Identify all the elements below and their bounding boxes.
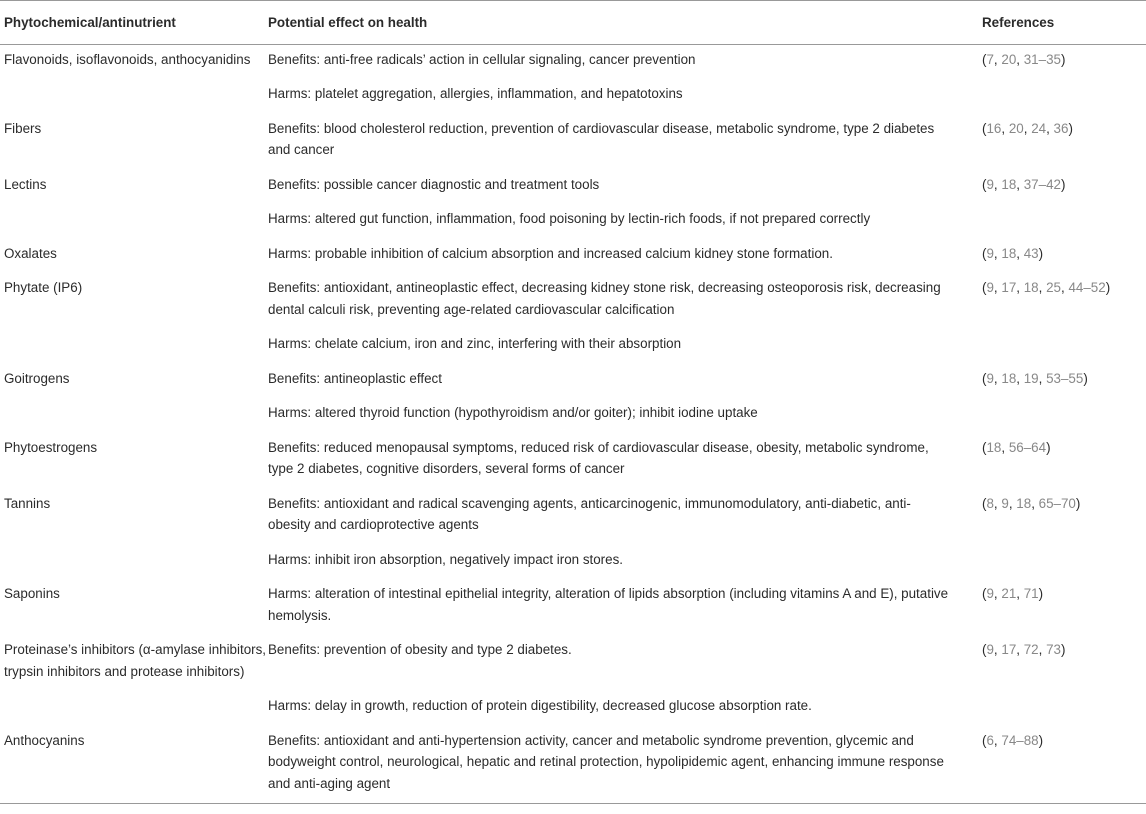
reference-link[interactable]: 19: [1023, 370, 1039, 386]
phytochemical-name: Oxalates: [4, 245, 57, 261]
reference-link[interactable]: 6: [986, 732, 994, 748]
phytochemical-name: [0, 536, 268, 571]
reference-link[interactable]: 21: [1001, 586, 1017, 601]
table-row: [0, 44, 1146, 70]
references-cell: [982, 320, 1146, 355]
reference-link[interactable]: 72: [1023, 642, 1039, 657]
health-effect: Benefits: blood cholesterol reduction, prevention of cardiovascular disease, metabolic syndrome, type 2 diabetes and cancer: [268, 120, 935, 157]
references-cell: (9, 21, 71): [982, 586, 1044, 601]
table-row: [0, 536, 1146, 571]
table-row: [0, 105, 1146, 161]
health-effect: Benefits: antioxidant and anti-hypertension activity, cancer and metabolic syndrome prevention, glycemic and bodyweight control, neurological, hepatic and retinal protection, hypolipidemic agent, enhancing immune response and anti-aging agent: [268, 717, 982, 804]
reference-link[interactable]: 25: [1046, 280, 1061, 295]
table-row: [0, 264, 1146, 320]
phytochemical-name: [0, 682, 268, 717]
reference-link[interactable]: 53–55: [1046, 370, 1084, 386]
health-effect: Benefits: antineoplastic effect: [268, 370, 442, 386]
health-effect: Benefits: reduced menopausal symptoms, reduced risk of cardiovascular disease, obesity, metabolic syndrome, type 2 diabetes, cognitive disorders, several forms of cancer: [268, 439, 929, 476]
phytochemical-name: [0, 389, 268, 424]
table-row: [0, 626, 1146, 682]
references-cell: (9, 18, 43): [982, 245, 1044, 261]
phytochemical-name: Lectins: [4, 176, 47, 192]
phytochemical-name: Phytate (IP6): [4, 280, 83, 295]
table-row: [0, 355, 1146, 390]
references-cell: (7, 20, 31–35): [982, 51, 1066, 67]
reference-link[interactable]: 20: [1001, 51, 1017, 67]
reference-link[interactable]: 31–35: [1023, 51, 1061, 67]
health-effect: Harms: delay in growth, reduction of protein digestibility, decreased glucose absorption rate.: [268, 698, 812, 713]
reference-link[interactable]: 18: [1001, 370, 1017, 386]
reference-link[interactable]: 73: [1046, 642, 1061, 657]
reference-link[interactable]: 18: [1023, 280, 1039, 295]
table-body: [0, 44, 1146, 804]
health-effect: Harms: altered thyroid function (hypothyroidism and/or goiter); inhibit iodine uptake: [268, 405, 758, 420]
reference-link[interactable]: 74–88: [1001, 732, 1039, 748]
phytochemical-name: [0, 195, 268, 230]
references-cell: [982, 195, 1146, 230]
reference-link[interactable]: 8: [986, 495, 994, 511]
table-row: [0, 480, 1146, 536]
health-effect: Harms: chelate calcium, iron and zinc, interfering with their absorption: [268, 336, 682, 351]
table-header: [0, 1, 1146, 45]
references-cell: (9, 17, 72, 73): [982, 642, 1066, 657]
reference-link[interactable]: 44–52: [1068, 280, 1106, 295]
reference-link[interactable]: 17: [1001, 280, 1017, 295]
table-row: [0, 320, 1146, 355]
reference-link[interactable]: 17: [1001, 642, 1017, 657]
header-references: References: [982, 1, 1146, 45]
health-effect: Benefits: anti-free radicals’ action in cellular signaling, cancer prevention: [268, 51, 696, 67]
reference-link[interactable]: 9: [986, 280, 994, 295]
table-row: [0, 424, 1146, 480]
table-row: [0, 230, 1146, 265]
phytochemical-name: Proteinase’s inhibitors (α-amylase inhibitors, trypsin inhibitors and protease inhibitors): [4, 642, 267, 679]
reference-link[interactable]: 9: [986, 245, 994, 261]
reference-link[interactable]: 18: [1016, 495, 1032, 511]
health-effect: Harms: alteration of intestinal epithelial integrity, alteration of lipids absorption (including vitamins A and E), putative hemolysis.: [268, 586, 949, 623]
reference-link[interactable]: 16: [986, 120, 1002, 136]
phytochemical-name: Phytoestrogens: [4, 439, 98, 455]
reference-link[interactable]: 43: [1023, 245, 1039, 261]
references-cell: (6, 74–88): [982, 717, 1146, 804]
phytochemical-name: [0, 70, 268, 105]
phytochemical-name: Saponins: [4, 586, 60, 601]
table-row: [0, 717, 1146, 804]
reference-link[interactable]: 9: [1001, 495, 1009, 511]
references-cell: [982, 682, 1146, 717]
reference-link[interactable]: 24: [1031, 120, 1047, 136]
reference-link[interactable]: 20: [1008, 120, 1024, 136]
table-row: [0, 70, 1146, 105]
reference-link[interactable]: 9: [986, 642, 994, 657]
table-row: [0, 389, 1146, 424]
header-effect: Potential effect on health: [268, 1, 982, 45]
reference-link[interactable]: 18: [1001, 176, 1017, 192]
reference-link[interactable]: 9: [986, 586, 994, 601]
health-effect: Harms: inhibit iron absorption, negatively impact iron stores.: [268, 551, 624, 567]
phytochemical-name: [0, 320, 268, 355]
reference-link[interactable]: 18: [986, 439, 1002, 455]
reference-link[interactable]: 37–42: [1023, 176, 1061, 192]
phytochemical-name: Anthocyanins: [0, 717, 268, 804]
references-cell: (9, 18, 19, 53–55): [982, 370, 1088, 386]
reference-link[interactable]: 7: [986, 51, 994, 67]
table-row: [0, 195, 1146, 230]
reference-link[interactable]: 18: [1001, 245, 1017, 261]
reference-link[interactable]: 36: [1053, 120, 1069, 136]
reference-link[interactable]: 71: [1023, 586, 1039, 601]
phytochemical-name: Tannins: [4, 495, 51, 511]
references-cell: [982, 70, 1146, 105]
table-row: [0, 161, 1146, 196]
phytochemical-name: Goitrogens: [4, 370, 70, 386]
phytochemical-name: Fibers: [4, 120, 42, 136]
references-cell: (16, 20, 24, 36): [982, 120, 1073, 136]
table-row: [0, 570, 1146, 626]
phytochemical-name: Flavonoids, isoflavonoids, anthocyanidins: [4, 51, 251, 67]
health-effect: Harms: altered gut function, inflammation, food poisoning by lectin-rich foods, if not prepared correctly: [268, 211, 871, 226]
health-effect: Harms: probable inhibition of calcium absorption and increased calcium kidney stone formation.: [268, 245, 833, 261]
header-phytochemical: Phytochemical/antinutrient: [0, 1, 268, 45]
table-row: [0, 682, 1146, 717]
references-cell: [982, 536, 1146, 571]
health-effect: Harms: platelet aggregation, allergies, inflammation, and hepatotoxins: [268, 86, 683, 101]
references-cell: (8, 9, 18, 65–70): [982, 495, 1081, 511]
references-cell: (18, 56–64): [982, 439, 1051, 455]
reference-link[interactable]: 56–64: [1008, 439, 1047, 455]
health-effect: Benefits: prevention of obesity and type 2 diabetes.: [268, 642, 572, 657]
health-effect: Benefits: antioxidant and radical scavenging agents, anticarcinogenic, immunomodulatory, anti-diabetic, anti-obesity and cardioprotective agents: [268, 495, 911, 532]
health-effect: Benefits: antioxidant, antineoplastic effect, decreasing kidney stone risk, decreasing osteoporosis risk, decreasing dental calculi risk, preventing age-related cardiovascular calcification: [268, 280, 941, 317]
reference-link[interactable]: 9: [986, 370, 994, 386]
reference-link[interactable]: 65–70: [1038, 495, 1076, 511]
reference-link[interactable]: 9: [986, 176, 994, 192]
header-row: [0, 1, 1146, 45]
references-cell: (9, 17, 18, 25, 44–52): [982, 280, 1111, 295]
references-cell: [982, 389, 1146, 424]
references-cell: (9, 18, 37–42): [982, 176, 1066, 192]
health-effect: Benefits: possible cancer diagnostic and treatment tools: [268, 176, 600, 192]
